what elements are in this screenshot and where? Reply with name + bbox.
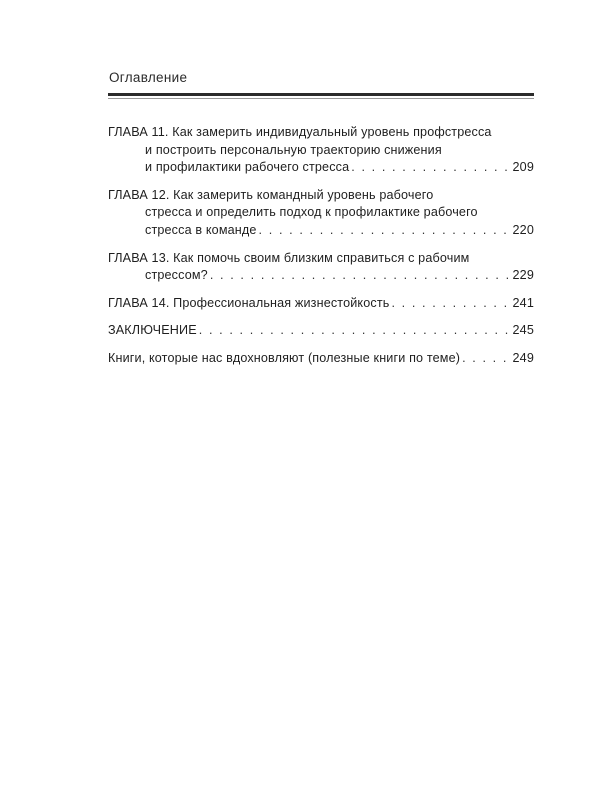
- toc-entry-conclusion[interactable]: [108, 322, 534, 340]
- toc-entry-chapter-13[interactable]: [108, 250, 534, 285]
- toc-entry-last-line: [108, 159, 534, 177]
- toc-entry-last-line: [108, 267, 534, 285]
- toc-entry-line: стресса и определить подход к профилактике рабочего: [145, 205, 478, 220]
- page-number: 249: [512, 350, 534, 365]
- toc-entry-line: ЗАКЛЮЧЕНИЕ: [108, 323, 197, 338]
- toc-entry-chapter-12[interactable]: [108, 187, 534, 240]
- toc-entry-chapter-11[interactable]: [108, 124, 534, 177]
- page-number: 209: [512, 160, 534, 175]
- toc-entry-line: ГЛАВА 12. Как замерить командный уровень рабочего: [108, 187, 434, 202]
- dot-leader: [210, 267, 511, 285]
- dot-leader: [199, 322, 511, 340]
- toc-entry-last-line: [108, 222, 534, 240]
- dot-leader: [351, 159, 510, 177]
- page-number: 220: [512, 222, 534, 237]
- toc-entry-line: ГЛАВА 14. Профессиональная жизнестойкость: [108, 295, 390, 310]
- dot-leader: [462, 350, 510, 368]
- header-rule-thin: [108, 98, 534, 99]
- header-rule-thick: [108, 93, 534, 96]
- toc-entry-last-line: [108, 350, 534, 368]
- toc-entry-last-line: [108, 322, 534, 340]
- toc-entry-line: ГЛАВА 11. Как замерить индивидуальный уровень профстресса: [108, 125, 492, 139]
- toc-entry-line: Книги, которые нас вдохновляют (полезные книги по теме): [108, 350, 461, 365]
- page-number: 245: [512, 323, 534, 338]
- table-of-contents: [108, 124, 534, 378]
- toc-entry-line: стресса в команде: [145, 222, 257, 237]
- page-number: 241: [512, 295, 534, 310]
- dot-leader: [259, 222, 511, 240]
- running-header-title: Оглавление: [109, 70, 188, 85]
- toc-entry-chapter-14[interactable]: [108, 295, 534, 313]
- toc-entry-line: ГЛАВА 13. Как помочь своим близким справиться с рабочим: [108, 250, 470, 265]
- toc-entry-books[interactable]: [108, 350, 534, 368]
- toc-entry-line: стрессом?: [145, 268, 208, 283]
- toc-entry-last-line: [108, 295, 534, 313]
- dot-leader: [391, 295, 510, 313]
- toc-entry-line: и профилактики рабочего стресса: [145, 160, 350, 175]
- page-number: 229: [512, 268, 534, 283]
- toc-entry-line: и построить персональную траекторию снижения: [145, 142, 442, 157]
